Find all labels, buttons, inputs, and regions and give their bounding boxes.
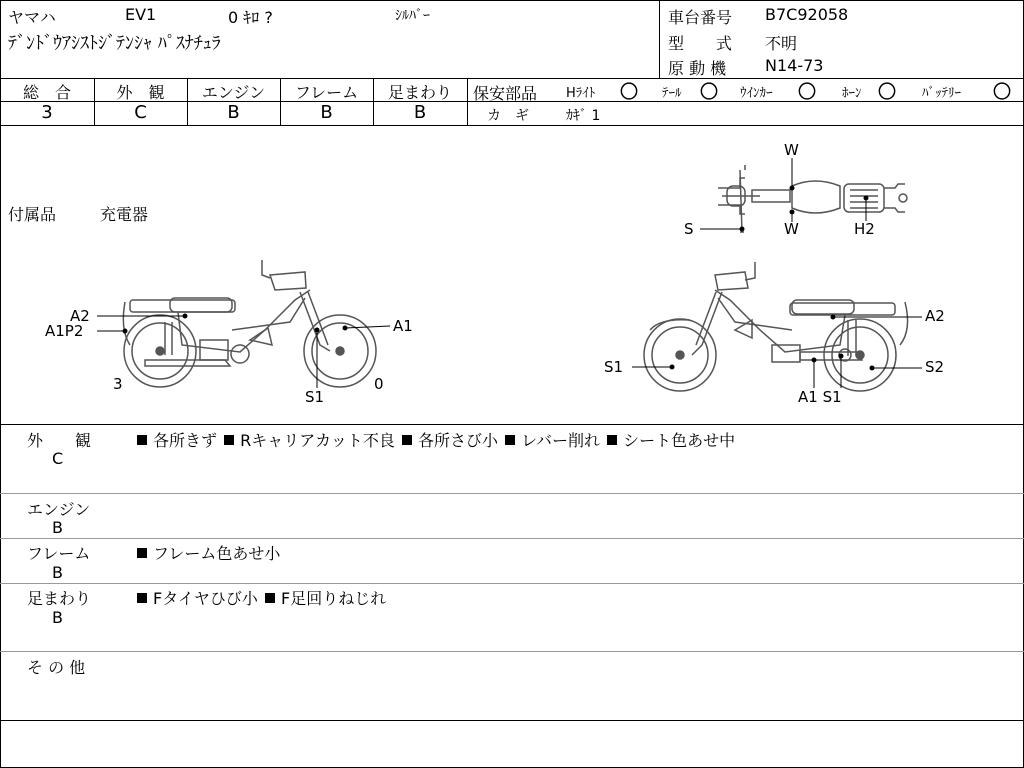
remark-divider xyxy=(0,583,1024,584)
safety-battery-label: ﾊﾞｯﾃﾘｰ xyxy=(922,86,961,101)
key-label: カ ギ xyxy=(487,108,529,124)
engine-label: 原 動 機 xyxy=(668,59,727,78)
bullet-square-icon xyxy=(137,435,147,445)
bullet-square-icon xyxy=(224,435,234,445)
bullet-square-icon xyxy=(137,593,147,603)
grade-header-overall: 総 合 xyxy=(22,83,71,102)
damage-diagram xyxy=(0,126,1022,424)
model-code: EV1 xyxy=(125,5,157,24)
safety-mid-line xyxy=(468,101,1024,102)
bullet-square-icon xyxy=(137,548,147,558)
remark-item: フレーム色あせ小 xyxy=(153,544,281,563)
remark-grade: B xyxy=(52,518,63,537)
type-label: 型 式 xyxy=(668,34,733,53)
frame-no-label: 車台番号 xyxy=(668,8,733,27)
bullet-square-icon xyxy=(505,435,515,445)
vehicle-name: ﾃﾞﾝﾄﾞｳｱｼｽﾄｼﾞﾃﾝｼｬ ﾊﾟｽﾅﾁｭﾗ xyxy=(8,33,221,54)
callout-top-w-upper: W xyxy=(784,141,799,159)
bike-left-view xyxy=(123,260,376,387)
remark-label: フレーム xyxy=(27,544,91,563)
remarks-top-line xyxy=(0,424,1024,425)
remark-grade: B xyxy=(52,608,63,627)
grade-header-engine: エンジン xyxy=(201,83,266,102)
remark-grade: B xyxy=(52,563,63,582)
safety-winker-status: 〇 xyxy=(798,82,816,103)
color: ｼﾙﾊﾞｰ xyxy=(395,8,430,24)
maker: ヤマハ xyxy=(8,8,56,27)
remark-item: レバー削れ xyxy=(521,431,601,450)
header-divider xyxy=(659,0,660,78)
safety-headlight-status: 〇 xyxy=(620,82,638,103)
grade-header-exterior: 外 観 xyxy=(116,83,165,102)
accessories-value: 充電器 xyxy=(100,205,149,224)
accessories-label: 付属品 xyxy=(8,205,57,224)
safety-horn-label: ﾎｰﾝ xyxy=(842,86,862,101)
bullet-square-icon xyxy=(607,435,617,445)
safety-tail-status: 〇 xyxy=(700,82,718,103)
remark-items xyxy=(135,586,386,609)
remark-item: Rキャリアカット不良 xyxy=(240,431,395,450)
bike-right-view xyxy=(644,262,908,391)
type-value: 不明 xyxy=(765,34,798,53)
callout-right-s2: S2 xyxy=(925,358,945,376)
callout-right-a1s1: A1 S1 xyxy=(798,388,842,406)
callout-top-h2: H2 xyxy=(854,220,875,238)
remark-grade: C xyxy=(52,449,64,468)
mileage: 0 ｷﾛ ? xyxy=(228,8,273,27)
remark-item: 各所さび小 xyxy=(418,431,499,450)
callout-top-s: S xyxy=(684,220,694,238)
bullet-square-icon xyxy=(402,435,412,445)
safety-battery-status: 〇 xyxy=(993,82,1011,103)
left-number-right: 0 xyxy=(374,375,384,393)
callout-left-a2: A2 xyxy=(70,307,90,325)
remark-items xyxy=(135,428,735,451)
remark-label: 外 観 xyxy=(27,431,92,450)
remark-label: そ の 他 xyxy=(27,658,86,677)
remark-item: Fタイヤひび小 xyxy=(153,589,258,608)
left-number-left: 3 xyxy=(113,375,123,393)
remark-label: エンジン xyxy=(27,500,91,519)
safety-tail-label: ﾃｰﾙ xyxy=(662,86,682,101)
grade-header-suspension: 足まわり xyxy=(387,83,452,102)
remark-divider xyxy=(0,538,1024,539)
callout-left-a1p2: A1P2 xyxy=(45,322,84,340)
remark-item: F足回りねじれ xyxy=(280,589,387,608)
grade-header-frame: フレーム xyxy=(294,83,359,102)
key-value: ｶｷﾞ 1 xyxy=(566,108,601,124)
callout-right-a2: A2 xyxy=(925,307,945,325)
safety-horn-status: 〇 xyxy=(878,82,896,103)
remark-items xyxy=(135,541,280,564)
safety-label: 保安部品 xyxy=(473,84,538,103)
remarks-bottom-line xyxy=(0,720,1024,721)
grade-suspension: B xyxy=(413,102,427,123)
callout-right-s1: S1 xyxy=(604,358,624,376)
grade-col-line xyxy=(467,78,468,125)
remark-item: 各所きず xyxy=(153,431,218,450)
remark-label: 足まわり xyxy=(27,589,92,608)
safety-winker-label: ｳｲﾝｶｰ xyxy=(740,86,773,101)
engine-value: N14-73 xyxy=(765,56,824,75)
grade-frame: B xyxy=(320,102,333,123)
frame-no: B7C92058 xyxy=(765,5,849,24)
grade-engine: B xyxy=(227,102,240,123)
callout-left-s1: S1 xyxy=(305,388,325,406)
callout-top-w-lower: W xyxy=(784,220,799,238)
bullet-square-icon xyxy=(265,593,275,603)
remark-divider xyxy=(0,493,1024,494)
remark-divider xyxy=(0,651,1024,652)
remark-item: シート色あせ中 xyxy=(623,431,736,450)
bike-top-view xyxy=(718,165,907,232)
safety-headlight-label: Hﾗｲﾄ xyxy=(566,86,596,101)
callout-left-a1: A1 xyxy=(393,317,413,335)
grade-overall: 3 xyxy=(41,102,53,123)
grade-top-line xyxy=(0,78,1024,79)
grade-exterior: C xyxy=(134,102,147,123)
